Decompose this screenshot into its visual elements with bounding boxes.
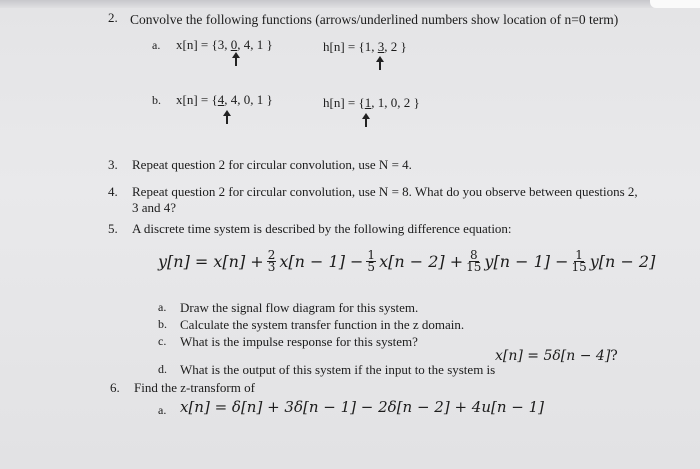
q2a-h-prefix: h[n] = {1, [323, 39, 378, 54]
eq-frac-3-num: 8 [469, 248, 478, 262]
q2b-x-prefix: x[n] = { [176, 92, 218, 107]
q2a-x-suffix: , 4, 1 } [237, 37, 273, 52]
eq-part-3: x[n − 2] + [379, 252, 464, 271]
q2b-h-origin-arrow-icon [361, 113, 371, 127]
q2a-h-sequence [323, 39, 407, 55]
q5b-text: Calculate the system transfer function in the z domain. [180, 317, 465, 332]
q2-number: 2. [108, 10, 118, 25]
q2b-x-origin-arrow-icon [222, 110, 232, 124]
q2b-x-suffix: , 4, 0, 1 } [224, 92, 273, 107]
q2a-x-prefix: x[n] = {3, [176, 37, 231, 52]
q6a-label: a. [158, 403, 167, 417]
eq-frac-2-den: 5 [367, 260, 376, 274]
eq-part-1: y[n] = x[n] + [158, 252, 264, 271]
q2b-h-sequence [323, 95, 420, 111]
q2a-label: a. [152, 38, 161, 52]
eq-frac-4 [571, 250, 586, 273]
eq-frac-1-den: 3 [267, 260, 276, 274]
eq-part-4: y[n − 1] − [484, 252, 569, 271]
q2a-h-origin-arrow-icon [375, 56, 385, 70]
q2b-x-origin: 4 [217, 92, 225, 107]
q5d-label: d. [158, 362, 167, 376]
eq-part-5: y[n − 2] [589, 252, 656, 271]
q2a-h-origin: 3 [377, 39, 385, 54]
q3-text: Repeat question 2 for circular convolution, use N = 4. [132, 157, 412, 172]
q5a-label: a. [158, 300, 167, 314]
q6a-equation: x[n] = δ[n] + 3δ[n − 1] − 2δ[n − 2] + 4u[n − 1] [180, 398, 545, 416]
q2b-x-sequence [176, 92, 273, 108]
q5c-text: What is the impulse response for this system? [180, 334, 418, 349]
q5d-question-mark: ? [610, 348, 618, 364]
q2b-h-suffix: , 1, 0, 2 } [371, 95, 420, 110]
eq-frac-3 [466, 250, 481, 273]
q2a-x-sequence [176, 37, 273, 53]
q5c-label: c. [158, 334, 167, 348]
eq-part-2: x[n − 1] − [279, 252, 364, 271]
eq-frac-1-num: 2 [267, 248, 276, 262]
q3-number: 3. [108, 157, 118, 172]
q2b-h-origin: 1 [364, 95, 372, 110]
window-top-strip [0, 0, 700, 8]
q5a-text: Draw the signal flow diagram for this system. [180, 300, 419, 315]
q2a-x-origin: 0 [230, 37, 238, 52]
q2a-h-suffix: , 2 } [384, 39, 407, 54]
q5d-input-equation [495, 348, 618, 364]
q5-text: A discrete time system is described by the following difference equation: [132, 221, 512, 236]
eq-frac-4-den: 15 [571, 260, 587, 274]
q6-text: Find the z-transform of [134, 380, 255, 395]
eq-frac-1 [267, 250, 277, 273]
q6-number: 6. [110, 380, 120, 395]
eq-frac-4-num: 1 [575, 248, 583, 262]
eq-frac-3-den: 15 [466, 260, 482, 274]
eq-frac-2-num: 1 [367, 248, 376, 262]
q4-number: 4. [108, 184, 118, 199]
q2b-label: b. [152, 93, 161, 107]
q5d-input: x[n] = 5δ[n − 4] [495, 348, 611, 364]
q5-number: 5. [108, 221, 118, 236]
corner-tab [650, 0, 700, 8]
difference-equation [158, 250, 655, 273]
q2-text: Convolve the following functions (arrows/underlined numbers show location of n=0 term) [130, 12, 619, 27]
q4-text: Repeat question 2 for circular convolution, use N = 8. What do you observe between questions 2, [132, 184, 638, 199]
q5d-text: What is the output of this system if the input to the system is [180, 362, 496, 377]
eq-frac-2 [366, 250, 376, 273]
q2b-h-prefix: h[n] = { [323, 95, 365, 110]
q2a-x-origin-arrow-icon [231, 52, 241, 66]
q4-text-cont: 3 and 4? [132, 200, 177, 215]
q5b-label: b. [158, 317, 167, 331]
